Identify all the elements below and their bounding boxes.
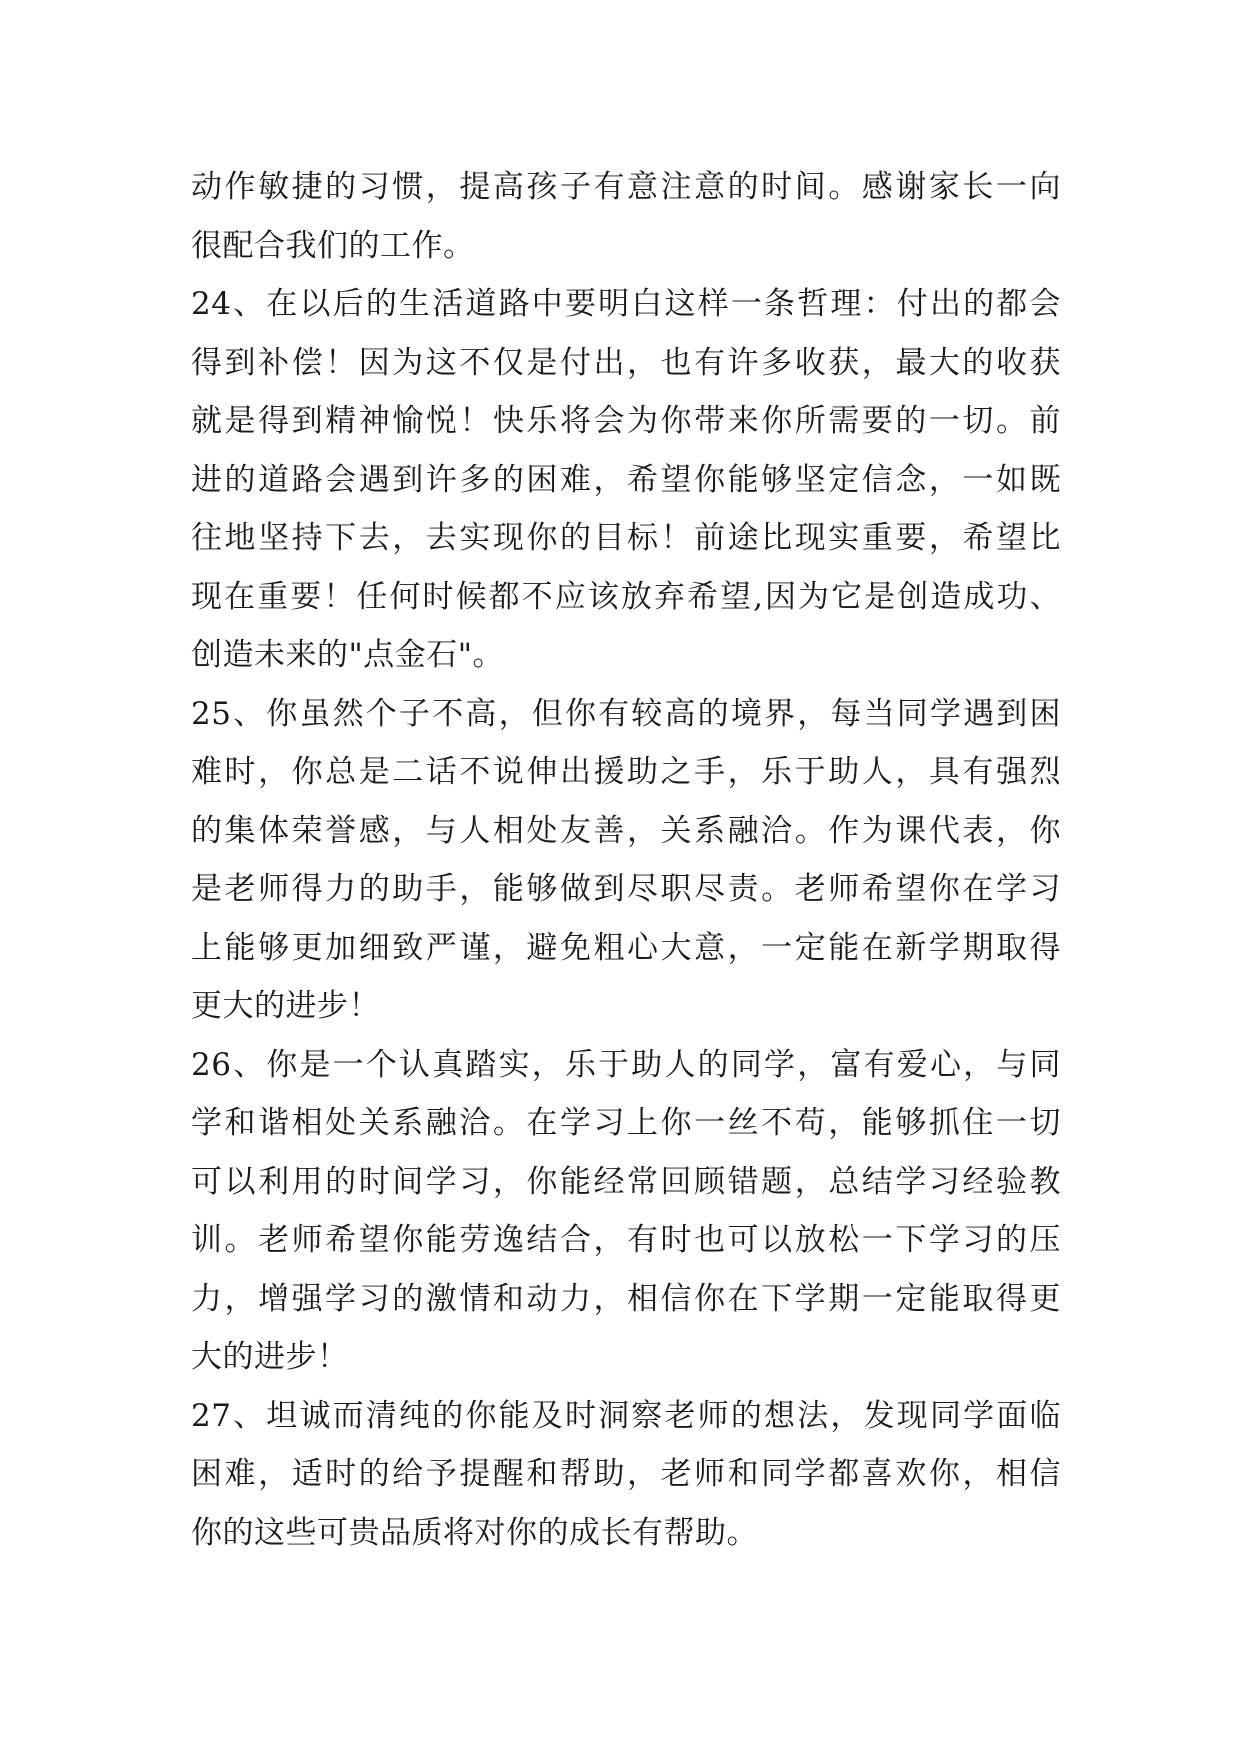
text-line: 更大的进步！: [191, 988, 380, 1024]
text-line: 就是得到精神愉悦！快乐将会为你带来你所需要的一切。前: [191, 403, 1061, 439]
text-line: 的集体荣誉感，与人相处友善，关系融洽。作为课代表，你: [191, 812, 1061, 849]
text-line: 25、你虽然个子不高，但你有较高的境界，每当同学遇到困: [191, 695, 1061, 732]
text-line: 26、你是一个认真踏实，乐于助人的同学，富有爱心，与同: [191, 1046, 1061, 1083]
text-line: 得到补偿！因为这不仅是付出，也有许多收获，最大的收获: [191, 344, 1061, 381]
text-line: 现在重要！任何时候都不应该放弃希望,因为它是创造成功、: [191, 578, 1061, 615]
text-line: 训。老师希望你能劳逸结合，有时也可以放松一下学习的压: [191, 1222, 1061, 1258]
text-line: 难时，你总是二话不说伸出援助之手，乐于助人，具有强烈: [191, 754, 1061, 790]
text-line: 大的进步！: [191, 1339, 349, 1375]
text-line: 困难，适时的给予提醒和帮助，老师和同学都喜欢你，相信: [191, 1456, 1061, 1492]
text-line: 学和谐相处关系融洽。在学习上你一丝不苟，能够抓住一切: [191, 1105, 1061, 1141]
document-body: [191, 158, 1061, 1562]
text-line: 进的道路会遇到许多的困难，希望你能够坚定信念，一如既: [191, 461, 1061, 498]
text-line: 24、在以后的生活道路中要明白这样一条哲理：付出的都会: [191, 286, 1061, 322]
text-line: 可以利用的时间学习，你能经常回顾错题，总结学习经验教: [191, 1163, 1061, 1200]
text-line: 27、坦诚而清纯的你能及时洞察老师的想法，发现同学面临: [191, 1397, 1061, 1434]
text-line: 创造未来的"点金石"。: [191, 637, 505, 673]
text-line: 很配合我们的工作。: [191, 227, 475, 264]
text-line: 是老师得力的助手，能够做到尽职尽责。老师希望你在学习: [191, 871, 1061, 907]
text-line: 上能够更加细致严谨，避免粗心大意，一定能在新学期取得: [191, 929, 1061, 966]
text-line: 动作敏捷的习惯，提高孩子有意注意的时间。感谢家长一向: [191, 169, 1061, 205]
text-line: 你的这些可贵品质将对你的成长有帮助。: [191, 1514, 758, 1551]
text-line: 力，增强学习的激情和动力，相信你在下学期一定能取得更: [191, 1280, 1061, 1317]
text-line: 往地坚持下去，去实现你的目标！前途比现实重要，希望比: [191, 520, 1061, 556]
